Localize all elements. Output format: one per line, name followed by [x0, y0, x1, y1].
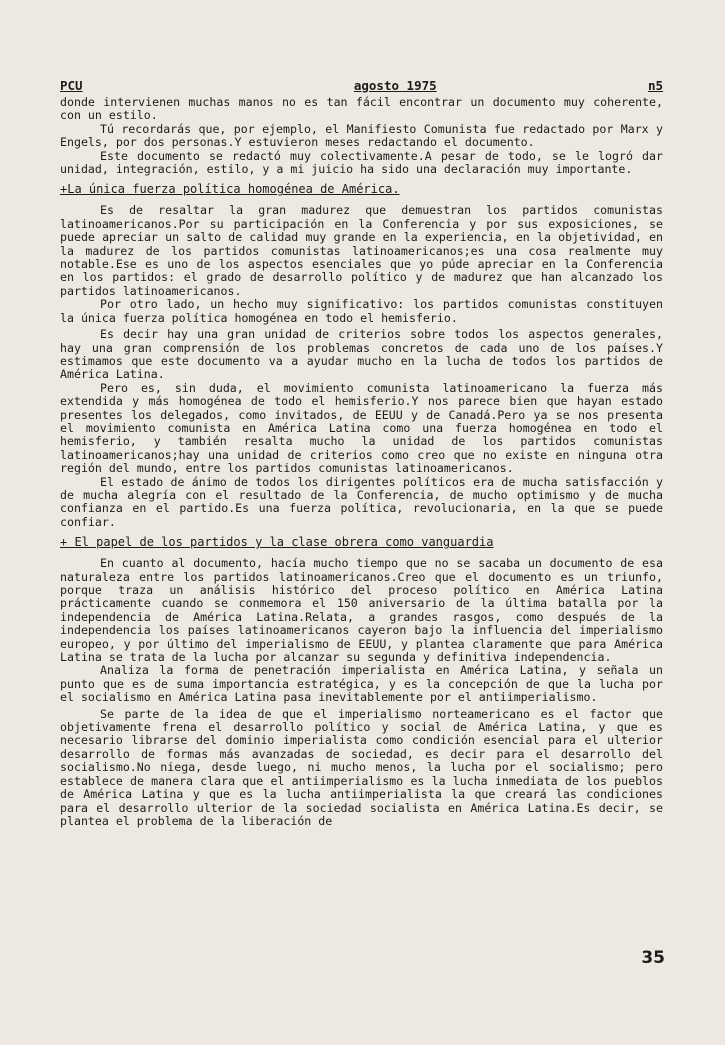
header-party: PCU — [60, 78, 83, 93]
header-date: agosto 1975 — [353, 78, 437, 93]
page-header — [60, 78, 663, 96]
paragraph-4: Es de resaltar la gran madurez que demuestran los partidos comunistas latinoamericanos.Por su participación en la Conferencia y por sus exposiciones, se puede apreciar un salto de calidad muy grande en la experiencia, en la objetividad, en la madurez de los partidos comunistas latinoamericanos;es una cosa realmente muy notable.Ese es uno de los aspectos esenciales que yo púde apreciar en la Conferencia en los partidos: el grado de desarrollo político y de madurez que han alcanzado los partidos latinoamericanos. — [60, 203, 663, 298]
paragraph-3: Este documento se redactó muy colectivamente.A pesar de todo, se le logró dar unidad, integración, estilo, y a mi juicio ha sido una declaración muy importante. — [60, 148, 663, 177]
section-heading-1: +La única fuerza política homogénea de América. — [60, 182, 400, 197]
page-number: 35 — [641, 948, 665, 968]
paragraph-6: Es decir hay una gran unidad de criterios sobre todos los aspectos generales, hay una gran comprensión de los problemas concretos de cada uno de los países.Y estimamos que este documento va a ayudar mucho en la lucha de todos los partidos de América Latina. — [60, 327, 663, 382]
paragraph-1: donde intervienen muchas manos no es tan fácil encontrar un documento muy coherente, con un estilo. — [60, 95, 663, 123]
paragraph-11: Se parte de la idea de que el imperialismo norteamericano es el factor que objetivamente frena el desarrollo político y social de América Latina, y que es necesario librarse del dominio imperialista como condición esencial para el ulterior desarrollo de formas más avanzadas de sociedad, es decir para el desarrollo del socialismo.No niega, desde luego, ni mucho menos, la lucha por el socialismo; pero establece de manera clara que el antiimperialismo es la lucha inmediata de los pueblos de América Latina y que es la lucha antiimperialista la que creará las condiciones para el desarrollo ulterior de la sociedad socialista en América Latina.Es decir, se plantea el problema de la liberación de — [60, 706, 663, 828]
paragraph-10: Analiza la forma de penetración imperialista en América Latina, y señala un punto que es de suma importancia estratégica, y es la concepción de que la lucha por el socialismo en América Latina pasa inevitablemente por el antiimperialismo. — [60, 663, 663, 705]
header-issue: n5 — [647, 78, 663, 93]
section-heading-2: + El papel de los partidos y la clase obrera como vanguardia — [60, 535, 494, 550]
paragraph-8: El estado de ánimo de todos los dirigentes políticos era de mucha satisfacción y de mucha alegría con el resultado de la Conferencia, de mucho optimismo y de mucha confianza en el partido.Es una fuerza política, revolucionaria, en la que se puede confiar. — [60, 474, 663, 529]
page-body — [60, 96, 663, 828]
paragraph-7: Pero es, sin duda, el movimiento comunista latinoamericano la fuerza más extendida y más homogénea de todo el hemisferio.Y nos parece bien que hayan estado presentes los delegados, como invitados, de EEUU y de Canadá.Pero ya se nos presenta el movimiento comunista en América Latina como una fuerza homogénea en todo el hemisferio, y también resalta mucho la unidad de los partidos comunistas latinoamericanos;hay una unidad de criterios como creo que no existe en ninguna otra región del mundo, entre los partidos comunistas latinoamericanos. — [60, 380, 663, 476]
paragraph-2: Tú recordarás que, por ejemplo, el Manifiesto Comunista fue redactado por Marx y Engels, por dos personas.Y estuvieron meses redactando el documento. — [60, 121, 663, 150]
paragraph-5: Por otro lado, un hecho muy significativo: los partidos comunistas constituyen la única fuerza política homogénea en todo el hemisferio. — [60, 297, 663, 325]
paragraph-9: En cuanto al documento, hacía mucho tiempo que no se sacaba un documento de esa naturaleza entre los partidos latinoamericanos.Creo que el documento es un triunfo, porque traza un análisis histórico del proceso político en América Latina prácticamente cuando se conmemora el 150 aniversario de la última batalla por la independencia de América Latina.Relata, a grandes rasgos, como después de la independencia los países latinoamericanos cayeron bajo la influencia del imperialismo europeo, y por último del imperialismo de EEUU, y plantea claramente que para América Latina se trata de la lucha por alcanzar su segunda y definitiva independencia. — [60, 556, 663, 665]
